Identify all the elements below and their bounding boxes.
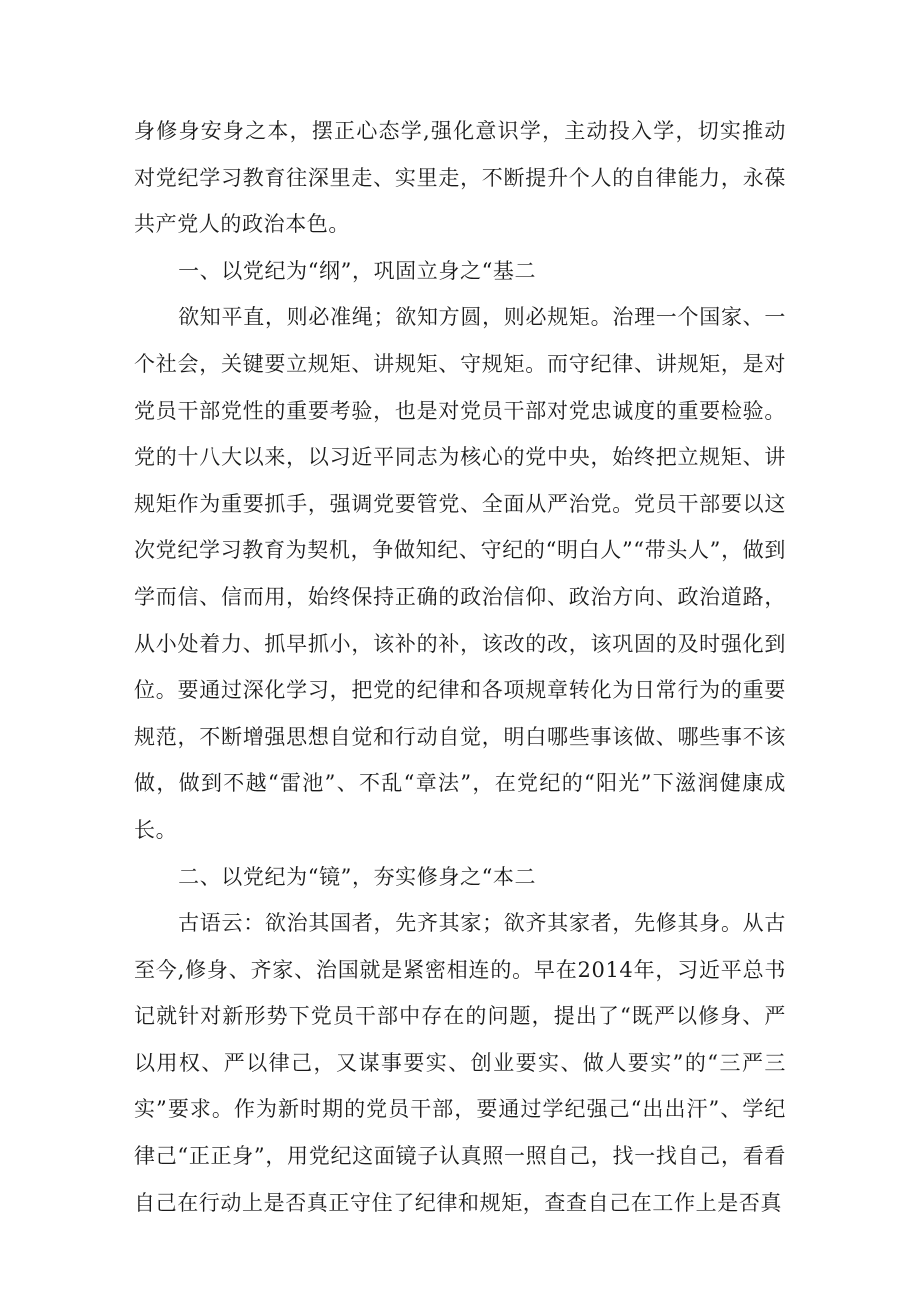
paragraph-section-2: 古语云：欲治其国者，先齐其家；欲齐其家者，先修其身。从古至今,修身、齐家、治国就是紧密相连的。早在2014年，习近平总书记就针对新形势下党员干部中存在的问题，提出了“既严以修身、严以用权、严以律己，又谋事要实、创业要实、做人要实”的“三严三实”要求。作为新时期的党员干部，要通过学纪强己“出出汗”、学纪律己“正正身”，用党纪这面镜子认真照一照自己，找一找自己，看看自己在行动上是否真正守住了纪律和规矩，查查自己在工作上是否真 (134, 911, 786, 1215)
section-heading-1: 一、以党纪为“纲”，巩固立身之“基二 (178, 258, 537, 283)
document-body (134, 108, 786, 1226)
paragraph-section-1: 欲知平直，则必准绳；欲知方圆，则必规矩。治理一个国家、一个社会，关键要立规矩、讲规矩、守规矩。而守纪律、讲规矩，是对党员干部党性的重要考验，也是对党员干部对党忠诚度的重要检验。党的十八大以来，以习近平同志为核心的党中央，始终把立规矩、讲规矩作为重要抓手，强调党要管党、全面从严治党。党员干部要以这次党纪学习教育为契机，争做知纪、守纪的“明白人”“带头人”，做到学而信、信而用，始终保持正确的政治信仰、政治方向、政治道路，从小处着力、抓早抓小，该补的补，该改的改，该巩固的及时强化到位。要通过深化学习，把党的纪律和各项规章转化为日常行为的重要规范，不断增强思想自觉和行动自觉，明白哪些事该做、哪些事不该做，做到不越“雷池”、不乱“章法”，在党纪的“阳光”下滋润健康成长。 (134, 305, 786, 842)
section-heading-2: 二、以党纪为“镜”，夯实修身之“本二 (178, 864, 537, 889)
paragraph-continuation: 身修身安身之本，摆正心态学,强化意识学，主动投入学，切实推动对党纪学习教育往深里走、实里走，不断提升个人的自律能力，永葆共产党人的政治本色。 (134, 119, 786, 237)
